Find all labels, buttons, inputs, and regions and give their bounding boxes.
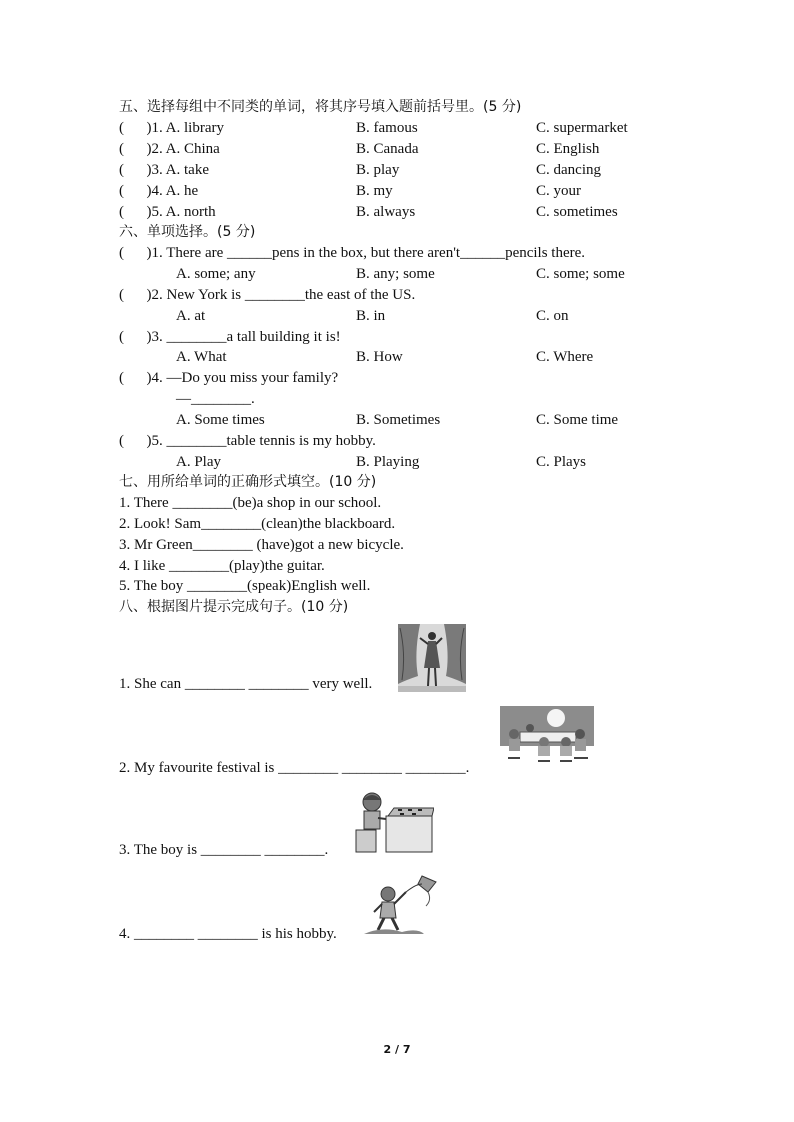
s6-q5-stem: ( )5. ________table tennis is my hobby. xyxy=(119,433,376,449)
s7-q5: 5. The boy ________(speak)English well. xyxy=(119,578,371,594)
s6-q2-option-c: C. on xyxy=(536,308,569,324)
s8-q3: 3. The boy is ________ ________. xyxy=(119,842,329,858)
s5-q2-stem: ( )2. A. China xyxy=(119,141,220,157)
s5-q1-option-b: B. famous xyxy=(356,120,418,136)
s6-q1-option-a: A. some; any xyxy=(176,266,256,282)
boy-playing-chess-picture xyxy=(350,790,434,854)
s6-q4-answer-line: —________. xyxy=(176,391,255,407)
s5-q3-stem: ( )3. A. take xyxy=(119,162,209,178)
s6-q5-option-a: A. Play xyxy=(176,454,221,470)
s6-q3-option-c: C. Where xyxy=(536,349,594,365)
s5-q2-option-b: B. Canada xyxy=(356,141,419,157)
s7-q2: 2. Look! Sam________(clean)the blackboard. xyxy=(119,516,396,532)
s5-q1-stem: ( )1. A. library xyxy=(119,120,224,136)
s8-q4: 4. ________ ________ is his hobby. xyxy=(119,926,337,942)
dancer-on-stage-picture xyxy=(398,624,466,692)
section7-heading: 七、用所给单词的正确形式填空。(10 分) xyxy=(119,474,377,490)
s6-q2-option-b: B. in xyxy=(356,308,386,324)
s5-q4-stem: ( )4. A. he xyxy=(119,183,199,199)
s5-q5-stem: ( )5. A. north xyxy=(119,204,216,220)
s6-q4-stem: ( )4. —Do you miss your family? xyxy=(119,370,339,386)
s8-q1: 1. She can ________ ________ very well. xyxy=(119,676,373,692)
s7-q3: 3. Mr Green________ (have)got a new bicycle. xyxy=(119,537,404,553)
s6-q5-option-c: C. Plays xyxy=(536,454,587,470)
section6-heading: 六、单项选择。(5 分) xyxy=(119,224,256,240)
section8-heading: 八、根据图片提示完成句子。(10 分) xyxy=(119,599,349,615)
s5-q2-option-c: C. English xyxy=(536,141,600,157)
s5-q4-option-c: C. your xyxy=(536,183,581,199)
s6-q2-option-a: A. at xyxy=(176,308,206,324)
s8-q2: 2. My favourite festival is ________ ________ ________. xyxy=(119,760,470,776)
s5-q3-option-b: B. play xyxy=(356,162,400,178)
section5-heading: 五、选择每组中不同类的单词，将其序号填入题前括号里。(5 分) xyxy=(119,99,522,115)
boy-flying-kite-picture xyxy=(362,872,444,938)
s6-q3-option-a: A. What xyxy=(176,349,227,365)
s5-q5-option-c: C. sometimes xyxy=(536,204,618,220)
s7-q4: 4. I like ________(play)the guitar. xyxy=(119,558,325,574)
s6-q3-option-b: B. How xyxy=(356,349,403,365)
s5-q5-option-b: B. always xyxy=(356,204,416,220)
s6-q3-stem: ( )3. ________a tall building it is! xyxy=(119,329,341,345)
s6-q4-option-c: C. Some time xyxy=(536,412,619,428)
s6-q1-option-c: C. some; some xyxy=(536,266,625,282)
s6-q4-option-a: A. Some times xyxy=(176,412,265,428)
s5-q1-option-c: C. supermarket xyxy=(536,120,628,136)
s6-q1-stem: ( )1. There are ______pens in the box, but there aren't______pencils there. xyxy=(119,245,586,261)
s6-q4-option-b: B. Sometimes xyxy=(356,412,441,428)
s7-q1: 1. There ________(be)a shop in our school. xyxy=(119,495,382,511)
s6-q5-option-b: B. Playing xyxy=(356,454,420,470)
page-number: 2 / 7 xyxy=(383,1043,411,1056)
s5-q3-option-c: C. dancing xyxy=(536,162,601,178)
s5-q4-option-b: B. my xyxy=(356,183,393,199)
s6-q2-stem: ( )2. New York is ________the east of the US. xyxy=(119,287,416,303)
s6-q1-option-b: B. any; some xyxy=(356,266,435,282)
family-moon-festival-picture xyxy=(500,706,594,766)
